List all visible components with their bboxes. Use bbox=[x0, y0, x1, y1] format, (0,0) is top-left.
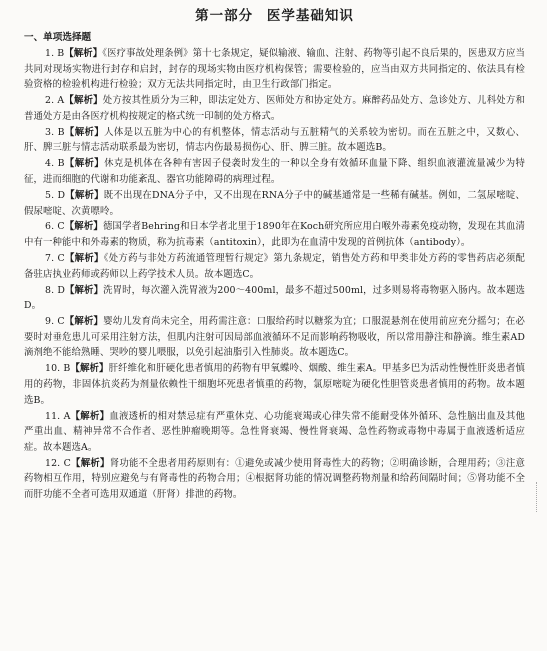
answer-item: 2. A【解析】处方按其性质分为三种，即法定处方、医师处方和协定处方。麻醉药品处方、急诊处方、儿科处方和普通处方是由各医疗机构按规定的格式统一印制的处方格式。 bbox=[24, 95, 525, 122]
title-subject: 医学基础知识 bbox=[266, 8, 354, 24]
analysis-tag: 【解析】 bbox=[64, 48, 103, 59]
margin-mark bbox=[536, 482, 543, 512]
analysis-tag: 【解析】 bbox=[70, 363, 109, 375]
answer-item: 3. B【解析】人体是以五脏为中心的有机整体，情志活动与五脏精气的关系较为密切。而在五脏之中，又数心、肝、脾三脏与情志活动联系最为密切，情志内伤最易损伤心、肝、脾三脏。故本题选B。 bbox=[24, 126, 525, 154]
answer-item: 4. B【解析】休克是机体在各种有害因子侵袭时发生的一种以全身有效循环血量下降、组织血液灌流量减少为特征，进而细胞的代谢和功能紊乱、器官功能障碍的病理过程。 bbox=[24, 158, 525, 185]
answer-item: 10. B【解析】肝纤维化和肝硬化患者慎用的药物有甲氧蝶呤、烟酸、维生素A。甲基多巴为活动性慢性肝炎患者慎用的药物，非固体抗炎药为剂量依赖性干细胞坏死患者慎重的药物，氯原嘧啶为硬化性胆管炎患者慎用的药物。故本题选B。 bbox=[24, 363, 526, 406]
answer-item: 7. C【解析】《处方药与非处方药流通管理暂行规定》第九条规定，销售处方药和甲类非处方药的零售药店必须配备驻店执业药师或药师以上药学技术人员。故本题选C。 bbox=[24, 253, 525, 280]
title-part: 第一部分 bbox=[195, 8, 254, 24]
answer-item: 11. A【解析】血液透析的相对禁忌症有严重休克、心功能衰竭或心律失常不能耐受体外循环、急性脑出血及其他严重出血、精神异常不合作者、恶性肿瘤晚期等。急性肾衰竭、慢性肾衰竭、急性药物或毒物中毒属于血液透析适应症。故本题选A。 bbox=[24, 410, 525, 453]
analysis-tag: 【解析】 bbox=[64, 158, 105, 170]
section-heading: 一、单项选择题 bbox=[24, 32, 92, 43]
answer-item: 8. D【解析】洗胃时，每次灌入洗胃液为200～400ml，最多不超过500ml，过多则易将毒物驱入肠内。故本题选D。 bbox=[24, 284, 526, 312]
answer-item: 1. B【解析】《医疗事故处理条例》第十七条规定，疑似输液、输血、注射、药物等引起不良后果的，医患双方应当共同对现场实物进行封存和启封，封存的现场实物由医疗机构保管；需要检验的，应当由双方共同指定的、依法具有检验资格的检验机构进行检验；双方无法共同指定时，由卫生行政部门指定。 bbox=[24, 48, 525, 91]
answer-item: 5. D【解析】既不出现在DNA分子中，又不出现在RNA分子中的碱基通常是一些稀有碱基。例如，二氢尿嘧啶、假尿嘧啶、次黄嘌呤。 bbox=[24, 189, 525, 217]
analysis-tag: 【解析】 bbox=[64, 253, 104, 265]
answer-item: 6. C【解析】德国学者Behring和日本学者北里于1890年在Koch研究所应用白喉外毒素免疫动物，发现在其血清中有一种能中和外毒素的物质，称为抗毒素（antitoxin），此即为在血清中发现的首例抗体（antibody）。 bbox=[24, 221, 526, 249]
analysis-tag: 【解析】 bbox=[70, 410, 110, 422]
analysis-tag: 【解析】 bbox=[64, 316, 104, 328]
page-title bbox=[24, 7, 525, 25]
analysis-tag: 【解析】 bbox=[70, 457, 110, 469]
analysis-tag: 【解析】 bbox=[64, 284, 104, 296]
analysis-tag: 【解析】 bbox=[64, 221, 103, 233]
answer-item: 12. C【解析】肾功能不全患者用药原则有：①避免或减少使用肾毒性大的药物；②明确诊断，合理用药；③注意药物相互作用，特别应避免与有肾毒性的药物合用；④根据肾功能的情况调整药物剂量和给药间隔时间；⑤肾功能不全而肝功能不全者可选用双通道（肝肾）排泄的药物。 bbox=[24, 457, 526, 500]
answer-item: 9. C【解析】婴幼儿发育尚未完全，用药需注意：口服给药时以糖浆为宜；口服混悬剂在使用前应充分摇匀；在必要时对垂危患儿可采用注射方法，但肌内注射可因局部血液循环不足而影响药物吸收，所以常用静注和静滴。维生素AD滴剂绝不能给熟睡、哭吵的婴儿喂服，以免引起油脂引入性肺炎。故本题选C。 bbox=[24, 316, 525, 359]
analysis-tag: 【解析】 bbox=[64, 95, 103, 107]
analysis-tag: 【解析】 bbox=[64, 126, 105, 138]
analysis-tag: 【解析】 bbox=[65, 189, 104, 201]
